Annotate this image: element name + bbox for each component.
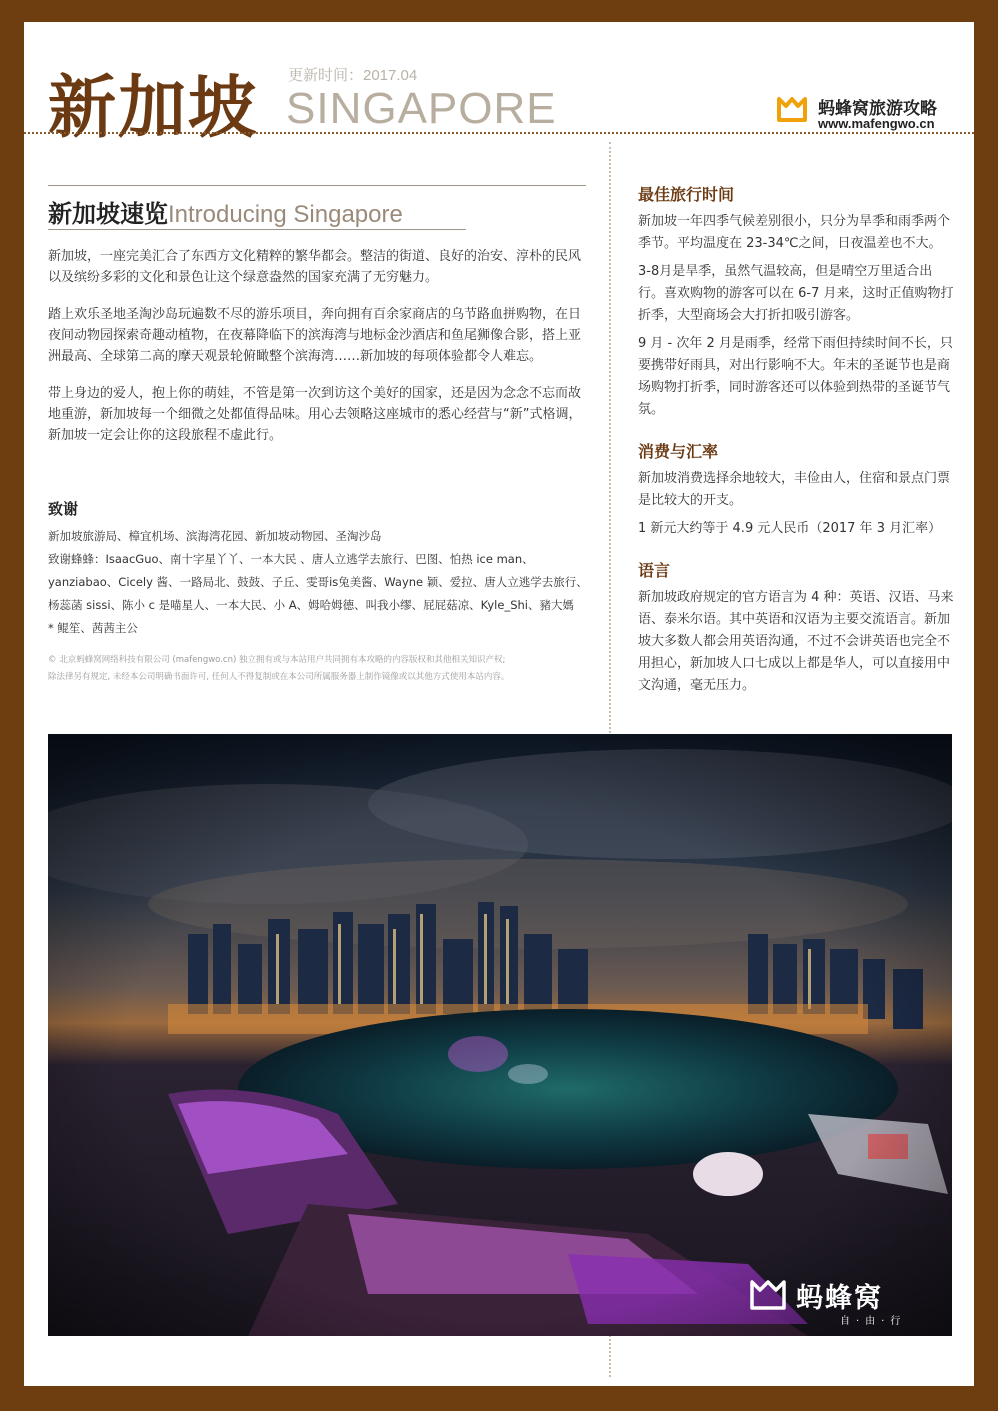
spending-section <box>638 439 956 540</box>
page-title-english: SINGAPORE <box>286 84 557 133</box>
thanks-line: 杨蕊菡 sissi、陈小 c 是喵星人、一本大民、小 A、姆哈姆德、叫我小缪、屁屁菇凉、Kyle_Shi、豬大媽 <box>48 598 574 612</box>
spending-paragraph: 1 新元大约等于 4.9 元人民币（2017 年 3 月汇率） <box>638 521 942 536</box>
spending-paragraph: 新加坡消费选择余地较大，丰俭由人，住宿和景点门票是比较大的开支。 <box>638 471 951 508</box>
brand-url[interactable]: www.mafengwo.cn <box>818 116 935 131</box>
brand-block[interactable] <box>776 92 966 136</box>
page-frame <box>24 22 974 1386</box>
marina-bay-night-photo <box>48 734 952 1336</box>
language-heading: 语言 <box>638 561 671 580</box>
language-paragraph: 新加坡政府规定的官方语言为 4 种：英语、汉语、马来语、泰米尔语。其中英语和汉语为主要交流语言。新加坡大多数人都会用英语沟通，不过不会讲英语也完全不用担心，新加坡人口七成以上都是华人，可以直接用中文沟通，毫无压力。 <box>638 590 954 693</box>
intro-paragraph: 踏上欢乐圣地圣淘沙岛玩遍数不尽的游乐项目，奔向拥有百余家商店的乌节路血拼购物，在日夜间动物园探索奇趣动植物，在夜幕降临下的滨海湾与地标金沙酒店和鱼尾狮像合影，搭上亚洲最高、全球第二高的摩天观景轮俯瞰整个滨海湾……新加坡的每项体验都令人难忘。 <box>48 307 582 364</box>
best-time-section <box>638 182 956 421</box>
photo-watermark <box>748 1274 938 1327</box>
spending-heading: 消费与汇率 <box>638 442 719 461</box>
intro-paragraph: 新加坡，一座完美汇合了东西方文化精粹的繁华都会。整洁的街道、良好的治安、淳朴的民风以及缤纷多彩的文化和景色让这个绿意盎然的国家充满了无穷魅力。 <box>48 249 582 285</box>
best-time-heading: 最佳旅行时间 <box>638 185 735 204</box>
right-column <box>638 182 956 715</box>
intro-heading-cn: 新加坡速览 <box>48 200 168 228</box>
header-divider <box>24 132 974 134</box>
best-time-paragraph: 新加坡一年四季气候差别很小，只分为旱季和雨季两个季节。平均温度在 23-34℃之间，日夜温差也不大。 <box>638 214 951 251</box>
intro-title-rule-top <box>48 185 586 186</box>
page-title: 新加坡 <box>48 69 259 148</box>
intro-title-rule-bottom <box>48 229 466 230</box>
language-section <box>638 558 956 697</box>
mafengwo-logo-icon <box>776 96 808 124</box>
watermark-name: 蚂蜂窝 <box>796 1283 883 1314</box>
city-skyline-image <box>48 734 952 1336</box>
intro-heading-en: Introducing Singapore <box>168 201 403 228</box>
update-date: 更新时间：2017.04 <box>288 67 418 84</box>
watermark-subtitle: 自·由·行 <box>840 1316 907 1327</box>
copyright-notice <box>48 652 593 686</box>
mafengwo-logo-icon <box>748 1278 788 1312</box>
thanks-line: 新加坡旅游局、樟宜机场、滨海湾花园、新加坡动物园、圣淘沙岛 <box>48 529 382 543</box>
thanks-line: yanziabao、Cicely 酱、一路局北、鼓鼓、子丘、雯哥is兔美酱、Wayne 颖、爱拉、唐人立逃学去旅行、 <box>48 575 588 589</box>
intro-paragraph: 带上身边的爱人，抱上你的萌娃，不管是第一次到访这个美好的国家，还是因为念念不忘而故地重游，新加坡每一个细微之处都值得品味。用心去领略这座城市的悉心经营与“新”式格调，新加坡一定会让你的这段旅程不虚此行。 <box>48 386 582 443</box>
brand-name: 蚂蜂窝旅游攻略 <box>818 99 937 119</box>
copyright-line: 除法律另有规定, 未经本公司明确书面许可, 任何人不得复制或在本公司所属服务器上制作镜像或以其他方式使用本站内容。 <box>48 672 510 682</box>
intro-body <box>48 246 588 462</box>
thanks-line: * 鲲笙、茜茜主公 <box>48 621 138 635</box>
intro-heading <box>48 194 403 229</box>
thanks-line: 致谢蜂蜂：IsaacGuo、南十字星丫丫、一本大民 、唐人立逃学去旅行、巴图、怕热 ice man、 <box>48 552 534 566</box>
best-time-paragraph: 3-8月是旱季，虽然气温较高，但是晴空万里适合出行。喜欢购物的游客可以在 6-7 月来，这时正值购物打折季，大型商场会大打折扣吸引游客。 <box>638 264 954 323</box>
copyright-line: © 北京蚂蜂窝网络科技有限公司 (mafengwo.cn) 独立拥有或与本站用户共同拥有本攻略的内容版权和其他相关知识产权; <box>48 655 506 665</box>
thanks-body <box>48 525 593 640</box>
thanks-heading: 致谢 <box>48 500 79 518</box>
best-time-paragraph: 9 月 - 次年 2 月是雨季，经常下雨但持续时间不长，只要携带好雨具，对出行影响不大。年末的圣诞节也是商场购物打折季，同时游客还可以体验到热带的圣诞节气氛。 <box>638 336 953 417</box>
